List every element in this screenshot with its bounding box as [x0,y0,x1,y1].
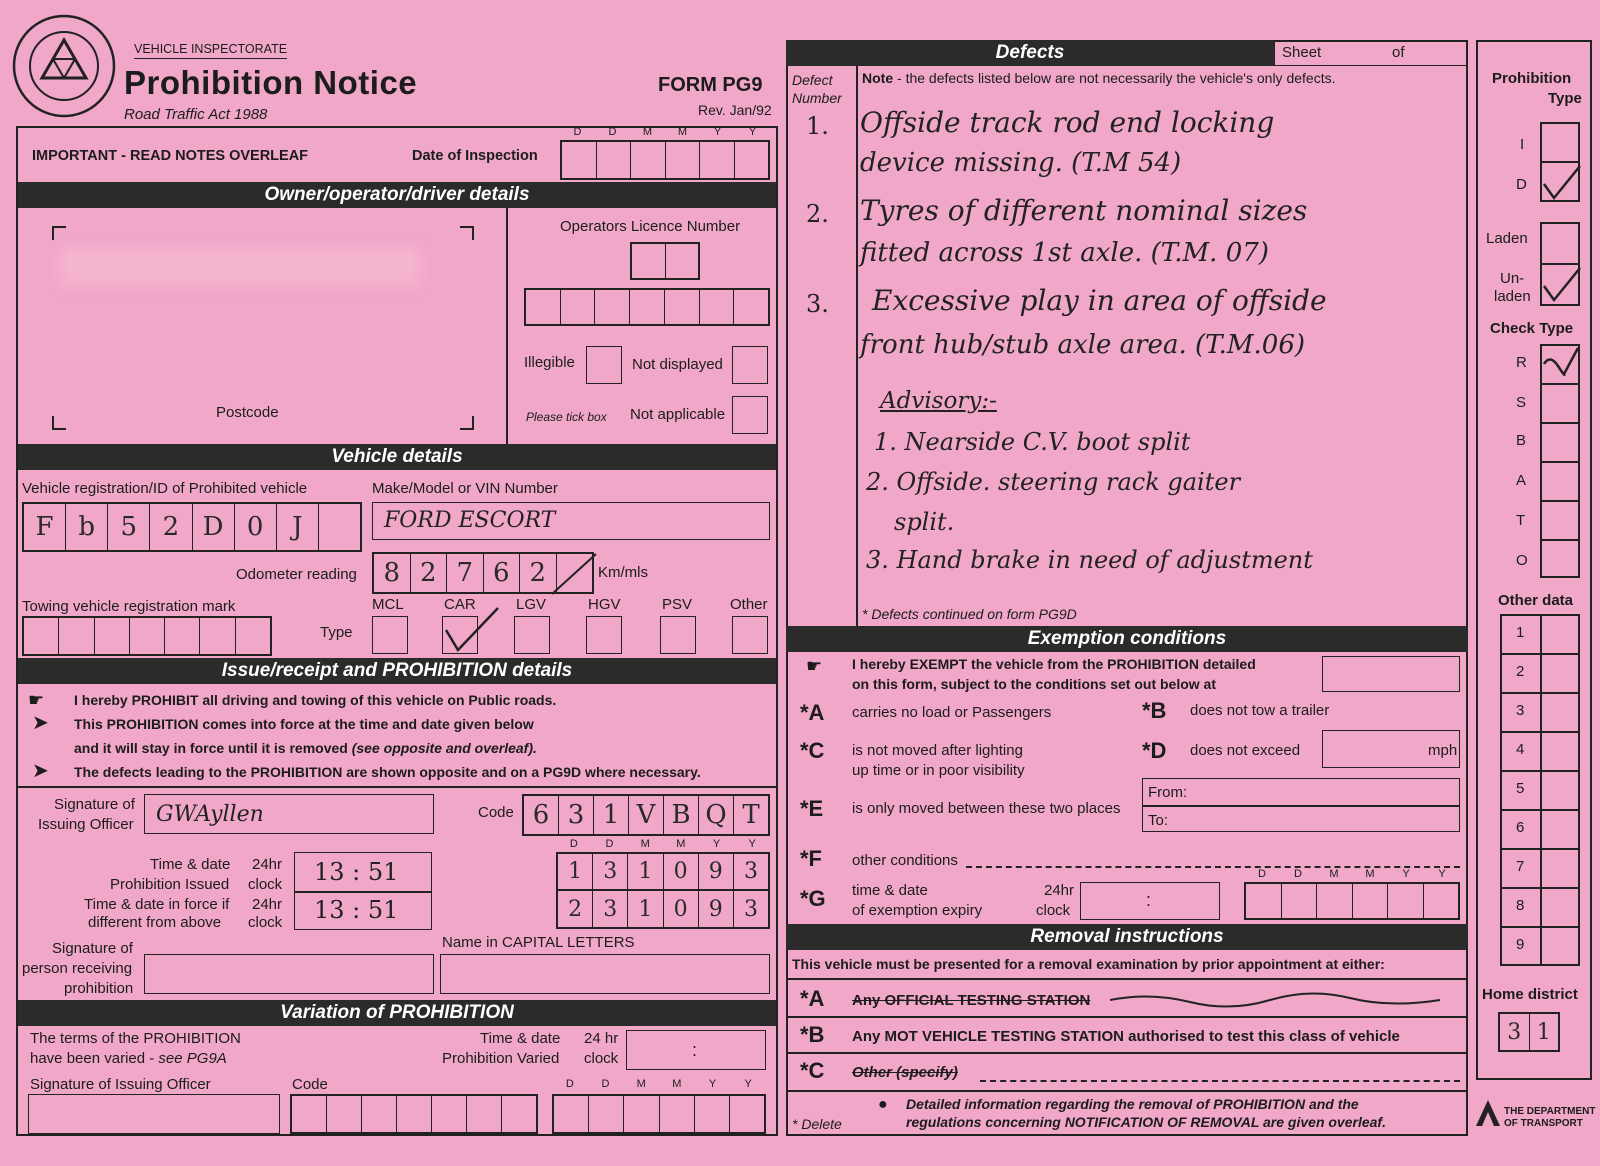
removal-a-strike [1110,990,1450,1010]
defect-number-label-2: Number [792,90,842,106]
odometer-digit: 2 [411,554,448,592]
defects-note: Note - the defects listed below are not necessarily the vehicle's only defects. [862,70,1336,86]
other-data-number: 4 [1516,741,1525,758]
condition-g-text-1: time & date [852,882,928,899]
advisory-line: 3. Hand brake in need of adjustment [866,546,1313,574]
check-type-label: Check Type [1490,320,1574,337]
variation-code-label: Code [292,1076,328,1093]
receiver-label-2: person receiving [22,960,133,977]
advisory-line: split. [894,508,955,536]
agency-logo [12,14,116,118]
issue-divider [18,786,776,788]
variation-time-label-2: Prohibition Varied [442,1050,560,1067]
variation-signature-label: Signature of Issuing Officer [30,1076,211,1093]
odometer-digit: 7 [447,554,484,592]
removal-bar: Removal instructions [786,924,1468,950]
condition-g-letter: *G [800,886,826,911]
clock-24-label: 24hr [252,896,283,913]
inspectorate-label: VEHICLE INSPECTORATE [134,42,287,59]
make-model-label: Make/Model or VIN Number [372,480,558,497]
arrow-icon: ➤ [32,712,49,734]
check-type-letter: B [1516,432,1527,449]
time-force-label-1: Time & date in force if [84,896,230,913]
code-label: Code [478,804,514,821]
home-district-label: Home district [1482,986,1578,1003]
variation-date-field[interactable] [552,1094,766,1134]
code-char: T [742,800,760,830]
other-data-row-divider [1500,731,1580,733]
reg-char: F [24,504,66,550]
registration-label: Vehicle registration/ID of Prohibited vehicle [22,480,308,497]
other-data-row-divider [1500,770,1580,772]
issuing-officer-signature: GWAyllen [156,802,264,827]
removal-intro: This vehicle must be presented for a removal examination by prior appointment at either: [792,956,1385,972]
type-lgv-label: LGV [516,596,547,613]
variation-hr-label: 24 hr [584,1030,619,1047]
removal-a-text: Any OFFICIAL TESTING STATION [852,992,1091,1009]
date-digit: 9 [699,891,734,927]
owner-details-bar: Owner/operator/driver details [18,182,776,208]
reg-char [319,504,360,550]
officer-code-field[interactable] [522,794,770,836]
date-digit: 1 [628,854,663,889]
odometer-unit: Km/mls [598,564,648,581]
variation-time-label-1: Time & date [480,1030,561,1047]
check-r-tick [1538,344,1582,384]
address-corner-br [460,416,474,430]
receiver-label-1: Signature of [52,940,133,957]
capital-name-label: Name in CAPITAL LETTERS [442,934,635,951]
home-district-field[interactable] [1498,1012,1560,1052]
date-digit: 1 [558,854,593,889]
check-type-divider [1540,422,1580,424]
defect-line: Tyres of different nominal sizes [860,194,1308,227]
check-type-letter: A [1516,472,1527,489]
bullet-icon: ● [878,1096,888,1113]
operators-licence-label: Operators Licence Number [560,218,741,235]
type-hgv-checkbox[interactable] [586,616,622,654]
condition-c-text-2: up time or in poor visibility [852,762,1025,779]
condition-f-letter: *F [800,846,822,871]
time-force-label-2: different from above [88,914,222,931]
type-psv-label: PSV [662,596,693,613]
code-char: B [664,796,699,834]
other-data-row-divider [1500,926,1580,928]
removal-divider [786,1052,1468,1054]
exemption-bar: Exemption conditions [786,626,1468,652]
type-other-checkbox[interactable] [732,616,768,654]
removal-c-letter: *C [800,1058,825,1083]
pointing-hand-icon: ☛ [28,690,45,710]
form-number: FORM PG9 [658,74,763,96]
reg-char: b [66,504,108,550]
other-data-number: 6 [1516,819,1525,836]
defects-bar: Defects [786,40,1274,66]
check-type-letter: R [1516,354,1527,371]
receiver-signature-field[interactable] [144,954,434,994]
form-title: Prohibition Notice [124,64,418,101]
sheet-of-label: of [1392,44,1405,61]
unladen-label-2: laden [1494,288,1531,305]
unladen-tick [1540,264,1582,304]
to-label: To: [1148,812,1169,829]
other-data-row-divider [1500,653,1580,655]
variation-bar: Variation of PROHIBITION [18,1000,776,1026]
time-issued-value: 13 : 51 [314,858,399,886]
other-data-row-divider [1500,848,1580,850]
removed-statement: and it will stay in force until it is removed (see opposite and overleaf). [74,740,537,756]
other-data-row-divider [1500,692,1580,694]
not-applicable-label: Not applicable [630,406,726,423]
condition-f-text: other conditions [852,852,958,869]
clock-24-label: 24hr [252,856,283,873]
time-field-divider [294,891,432,893]
arrow-icon: ➤ [32,760,49,782]
towing-label: Towing vehicle registration mark [22,598,236,615]
variation-clock-label: clock [584,1050,619,1067]
reg-char: 0 [235,504,277,550]
condition-a-text: carries no load or Passengers [852,704,1052,721]
expiry-hr-label: 24hr [1044,882,1075,899]
type-mcl-label: MCL [372,596,404,613]
date-digit: 3 [743,896,758,922]
removal-b-letter: *B [800,1022,825,1047]
not-displayed-label: Not displayed [632,356,723,373]
condition-d-text: does not exceed [1190,742,1301,759]
odometer-digit: 8 [374,554,411,592]
defect-number: 1. [806,112,829,140]
licence-area-code[interactable] [630,242,700,280]
date-digit: 9 [699,854,734,889]
date-digit: 3 [743,859,758,884]
code-char: V [629,796,664,834]
inspection-date-field[interactable] [560,140,770,180]
advisory-line: 2. Offside. steering rack gaiter [866,468,1241,496]
type-d-tick [1540,162,1582,202]
code-char: Q [699,796,734,834]
removal-divider [786,1016,1468,1018]
issuing-officer-label-2: Issuing Officer [38,816,134,833]
address-corner-tr [460,226,474,240]
removal-detail-1: Detailed information regarding the removal of PROHIBITION and the [906,1096,1359,1112]
not-applicable-checkbox[interactable] [732,396,768,434]
variation-time-colon: : [692,1040,698,1060]
odometer-digit: 6 [484,554,521,592]
towing-registration-field[interactable] [22,616,272,656]
from-to-divider [1142,805,1460,807]
other-data-number: 2 [1516,663,1525,680]
dept-transport-label-2: OF TRANSPORT [1504,1118,1583,1129]
condition-a-letter: *A [800,700,825,725]
type-car-tick [442,604,502,656]
defect-line: Offside track rod end locking [860,106,1275,139]
prohibit-statement: I hereby PROHIBIT all driving and towing of this vehicle on Public roads. [74,692,557,708]
form-revision: Rev. Jan/92 [698,102,772,118]
date-digit: 1 [628,891,663,927]
variation-terms-2: have been varied - see PG9A [30,1050,227,1067]
date-digit: 3 [593,891,628,927]
check-type-letter: O [1516,552,1528,569]
defects-continued-note: * Defects continued on form PG9D [862,606,1077,622]
not-displayed-checkbox[interactable] [732,346,768,384]
mph-label: mph [1428,742,1458,759]
code-char: 1 [594,796,629,834]
defect-line: device missing. (T.M 54) [860,148,1182,178]
time-issued-label-2: Prohibition Issued [110,876,230,893]
address-corner-tl [52,226,66,240]
exempt-condition-field[interactable] [1322,656,1460,692]
illegible-label: Illegible [524,354,575,371]
type-lgv-checkbox[interactable] [514,616,550,654]
time-force-value: 13 : 51 [314,896,399,924]
exempt-intro-1: I hereby EXEMPT the vehicle from the PROHIBITION detailed [852,656,1256,672]
clock-label: clock [248,876,283,893]
date-digit: 0 [664,891,699,927]
variation-date-headers: D D M M Y Y [565,1078,752,1090]
reg-char: 2 [150,504,192,550]
condition-b-letter: *B [1142,698,1167,723]
removal-divider [786,1090,1468,1092]
time-issued-label-1: Time & date [150,856,231,873]
redacted-address [60,246,420,286]
receiver-label-3: prohibition [64,980,134,997]
registration-field[interactable] [22,502,362,552]
date-issued-field[interactable] [556,852,770,891]
reg-char: D [193,504,235,550]
defect-line: fitted across 1st axle. (T.M. 07) [860,238,1269,268]
laden-label: Laden [1486,230,1528,247]
issue-bar: Issue/receipt and PROHIBITION details [18,658,776,684]
date-force-field[interactable] [556,889,770,929]
other-data-col-divider [1540,614,1542,966]
condition-c-text-1: is not moved after lighting [852,742,1023,759]
defect-line: front hub/stub axle area. (T.M.06) [860,330,1306,360]
vehicle-details-bar: Vehicle details [18,444,776,470]
other-data-row-divider [1500,809,1580,811]
type-other-label: Other [730,596,768,613]
licence-number-field[interactable] [524,288,770,326]
date-digit: 0 [664,854,699,889]
exempt-intro-2: on this form, subject to the conditions set out below at [852,676,1217,692]
other-data-row-divider [1500,887,1580,889]
make-model-value: FORD ESCORT [384,508,556,533]
condition-d-letter: *D [1142,738,1167,763]
other-data-number: 7 [1516,858,1525,875]
inspection-date-headers: D D M M Y Y [573,126,757,138]
type-label: Type [320,624,353,641]
defect-number-label-1: Defect [792,72,833,88]
removal-b-text: Any MOT VEHICLE TESTING STATION authorised to test this class of vehicle [852,1028,1400,1045]
reg-char: 5 [108,504,150,550]
address-corner-bl [52,416,66,430]
removal-divider [786,978,1468,980]
type-d-label: D [1516,176,1527,193]
date-of-inspection-label: Date of Inspection [412,148,538,164]
please-tick-label: Please tick box [526,410,607,424]
owner-divider [506,208,508,444]
other-data-number: 9 [1516,936,1525,953]
condition-c-letter: *C [800,738,825,763]
type-mcl-checkbox[interactable] [372,616,408,654]
expiry-clock-label: clock [1036,902,1071,919]
prohibition-type-label-2: Type [1548,90,1582,107]
home-district-digit: 3 [1500,1014,1530,1050]
postcode-label: Postcode [216,404,279,421]
check-type-letter: T [1516,512,1526,529]
from-label: From: [1148,784,1188,801]
expiry-date-headers: D D M M Y Y [1258,868,1446,880]
removal-c-text: Other (specify) [852,1064,958,1081]
defect-number: 2. [806,200,829,228]
force-statement: This PROHIBITION comes into force at the time and date given below [74,716,534,732]
issuing-officer-label-1: Signature of [54,796,135,813]
expiry-time-colon: : [1146,890,1152,910]
other-data-number: 5 [1516,780,1525,797]
other-data-number: 1 [1516,624,1525,641]
illegible-checkbox[interactable] [586,346,622,384]
sheet-label: Sheet [1282,44,1322,61]
removal-other-line[interactable] [980,1080,1460,1082]
advisory-title: Advisory:- [880,388,997,414]
type-hgv-label: HGV [588,596,621,613]
defect-number: 3. [806,290,829,318]
variation-terms-1: The terms of the PROHIBITION [30,1030,241,1047]
important-notice: IMPORTANT - READ NOTES OVERLEAF [32,148,309,164]
clock-label: clock [248,914,283,931]
capital-name-field[interactable] [440,954,770,994]
other-data-label: Other data [1498,592,1574,609]
act-label: Road Traffic Act 1988 [124,106,268,123]
defect-number-divider [856,66,858,626]
type-car-label: CAR [444,596,476,613]
advisory-line: 1. Nearside C.V. boot split [874,428,1191,456]
code-char: 6 [524,796,559,834]
other-data-number: 3 [1516,702,1525,719]
removal-a-letter: *A [800,986,825,1011]
condition-g-text-2: of exemption expiry [852,902,983,919]
odometer-label: Odometer reading [236,566,357,583]
odometer-unit-strike [550,550,600,598]
type-i-label: I [1520,136,1525,153]
variation-signature-field[interactable] [28,1094,280,1134]
prohibition-type-label-1: Prohibition [1492,70,1572,87]
condition-e-letter: *E [800,796,824,821]
variation-code-field[interactable] [290,1094,538,1134]
type-psv-checkbox[interactable] [660,616,696,654]
date-digit: 2 [558,891,593,927]
check-type-divider [1540,500,1580,502]
odometer-digit: 2 [520,554,557,592]
other-data-number: 8 [1516,897,1525,914]
removal-detail-2: regulations concerning NOTIFICATION OF REMOVAL are given overleaf. [906,1114,1386,1130]
pointing-hand-icon: ☛ [806,656,823,676]
dept-transport-label-1: THE DEPARTMENT [1504,1106,1596,1117]
delete-note: * Delete [792,1116,842,1132]
check-type-divider [1540,461,1580,463]
check-type-divider [1540,539,1580,541]
date-digit: 3 [593,854,628,889]
check-type-letter: S [1516,394,1527,411]
expiry-date-field[interactable] [1244,882,1460,920]
code-char: 3 [559,796,594,834]
defect-line: Excessive play in area of offside [872,284,1327,317]
home-district-digit: 1 [1536,1019,1551,1045]
dept-transport-logo-icon [1474,1098,1502,1133]
issue-date-headers: D D M M Y Y [569,838,756,850]
condition-b-text: does not tow a trailer [1190,702,1330,719]
defects-statement: The defects leading to the PROHIBITION are shown opposite and on a PG9D where necessary. [74,764,701,780]
reg-char: J [277,504,319,550]
condition-e-text: is only moved between these two places [852,800,1121,817]
unladen-label-1: Un- [1500,270,1525,287]
